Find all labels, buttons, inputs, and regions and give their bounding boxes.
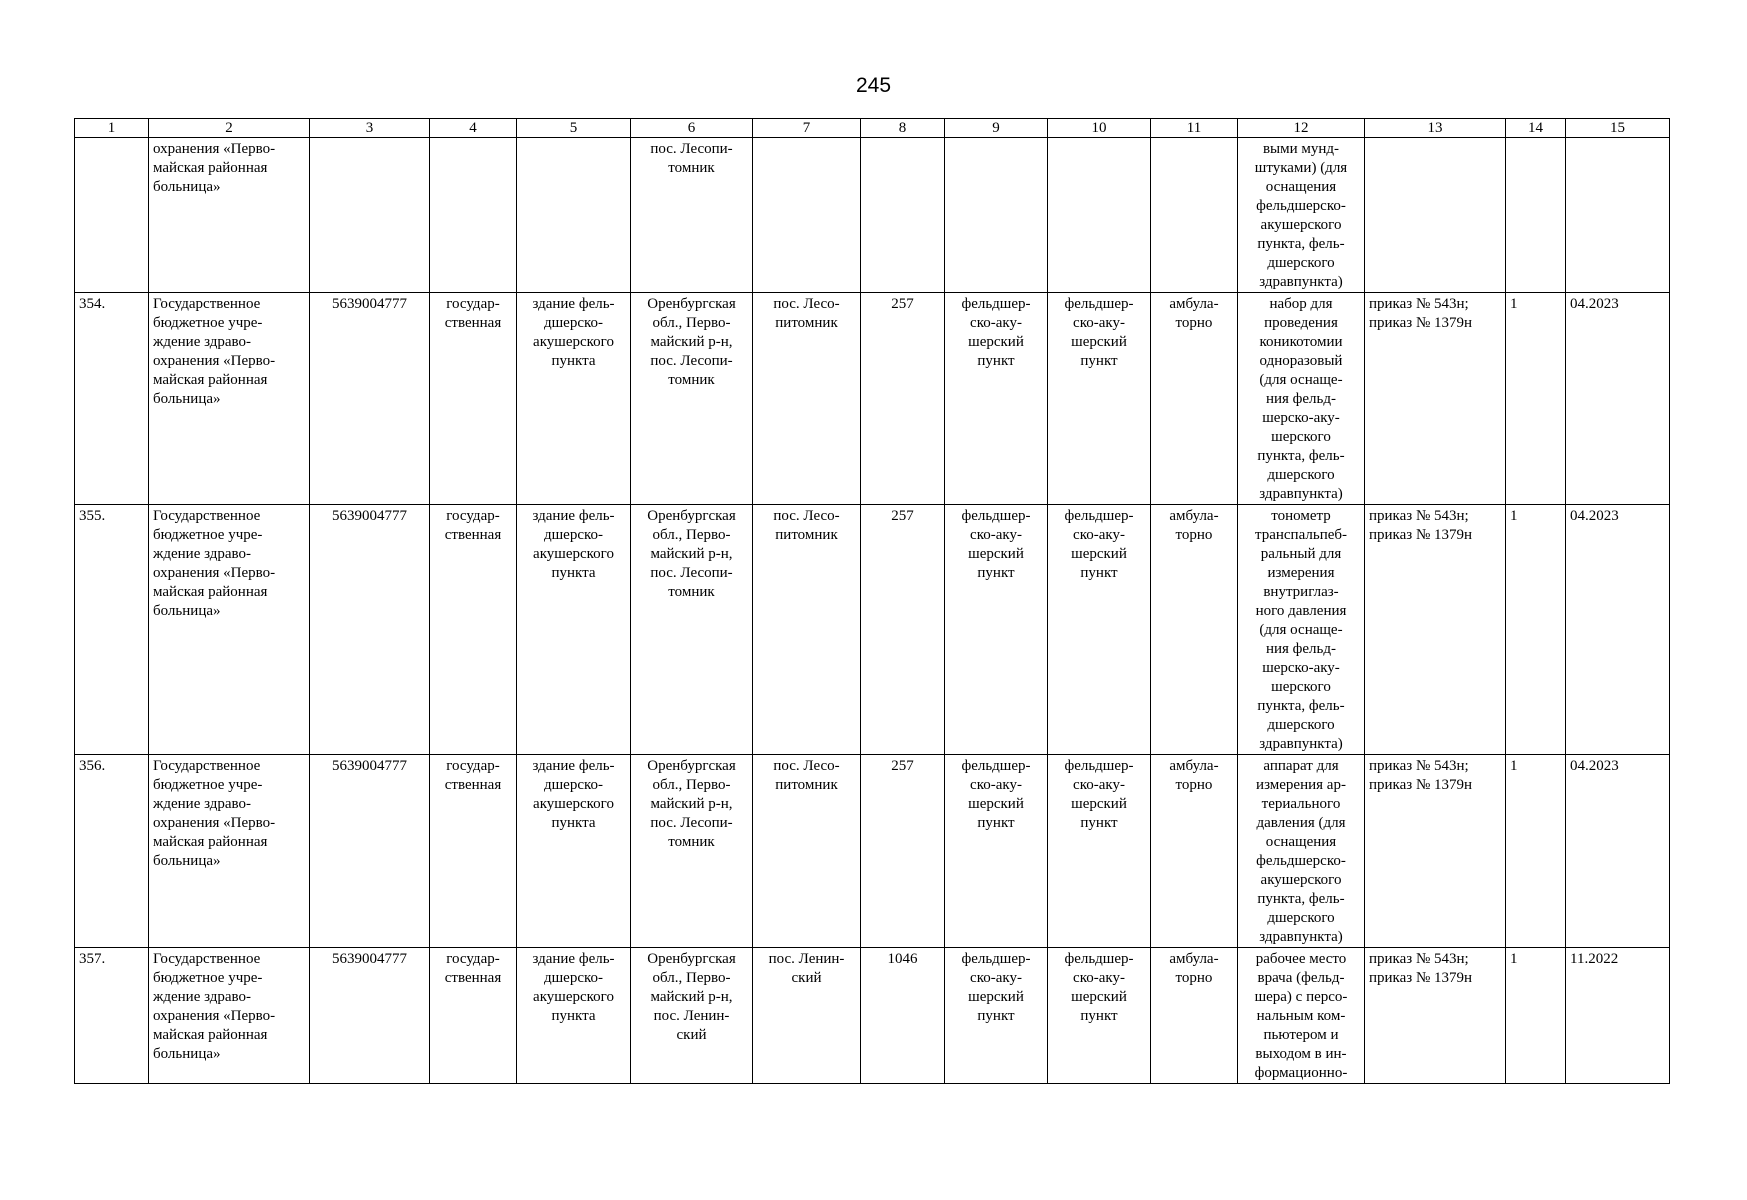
cell-number: 355. — [75, 505, 149, 755]
cell-inn: 5639004777 — [310, 505, 430, 755]
cell-care-condition: амбула- торно — [1151, 948, 1238, 1084]
column-header: 15 — [1566, 119, 1670, 138]
table-header — [75, 119, 1670, 138]
cell-building: здание фель- дшерско- акушерского пункта — [517, 948, 631, 1084]
cell-equipment: рабочее место врача (фельд- шера) с персо- нальным ком- пьютером и выходом в ин- формационно- — [1238, 948, 1365, 1084]
cell-inn — [310, 138, 430, 293]
column-header: 12 — [1238, 119, 1365, 138]
cell-order: приказ № 543н; приказ № 1379н — [1365, 755, 1506, 948]
table-body — [75, 138, 1670, 1084]
cell-building — [517, 138, 631, 293]
cell-quantity: 1 — [1506, 755, 1566, 948]
cell-ownership: государ- ственная — [430, 755, 517, 948]
cell-order — [1365, 138, 1506, 293]
cell-inn: 5639004777 — [310, 755, 430, 948]
cell-equipment: тонометр транспальпеб- ральный для измерения внутриглаз- ного давления (для оснаще- ния фельд- шерско-аку- шерского пункта, фель- дшерского здравпункта) — [1238, 505, 1365, 755]
cell-building: здание фель- дшерско- акушерского пункта — [517, 293, 631, 505]
column-header: 14 — [1506, 119, 1566, 138]
column-header: 6 — [631, 119, 753, 138]
cell-institution: Государственное бюджетное учре- ждение здраво- охранения «Перво- майская районная больница» — [149, 755, 310, 948]
cell-population: 257 — [861, 755, 945, 948]
column-header: 5 — [517, 119, 631, 138]
cell-unit-type: фельдшер- ско-аку- шерский пункт — [945, 948, 1048, 1084]
cell-unit-profile: фельдшер- ско-аку- шерский пункт — [1048, 755, 1151, 948]
column-header: 13 — [1365, 119, 1506, 138]
column-header: 1 — [75, 119, 149, 138]
cell-ownership: государ- ственная — [430, 293, 517, 505]
cell-population: 1046 — [861, 948, 945, 1084]
cell-care-condition: амбула- торно — [1151, 755, 1238, 948]
cell-locality: пос. Ленин- ский — [753, 948, 861, 1084]
cell-order: приказ № 543н; приказ № 1379н — [1365, 948, 1506, 1084]
cell-number: 354. — [75, 293, 149, 505]
cell-order: приказ № 543н; приказ № 1379н — [1365, 293, 1506, 505]
column-header: 8 — [861, 119, 945, 138]
cell-address: Оренбургская обл., Перво- майский р-н, пос. Лесопи- томник — [631, 293, 753, 505]
cell-ownership: государ- ственная — [430, 948, 517, 1084]
cell-institution: Государственное бюджетное учре- ждение здраво- охранения «Перво- майская районная больница» — [149, 505, 310, 755]
cell-unit-profile — [1048, 138, 1151, 293]
cell-address: Оренбургская обл., Перво- майский р-н, пос. Лесопи- томник — [631, 505, 753, 755]
cell-inn: 5639004777 — [310, 948, 430, 1084]
header-row — [75, 119, 1670, 138]
cell-care-condition: амбула- торно — [1151, 505, 1238, 755]
column-header: 7 — [753, 119, 861, 138]
cell-date: 04.2023 — [1566, 505, 1670, 755]
cell-quantity: 1 — [1506, 293, 1566, 505]
registry-table — [74, 118, 1670, 1084]
cell-inn: 5639004777 — [310, 293, 430, 505]
cell-care-condition: амбула- торно — [1151, 293, 1238, 505]
cell-address: пос. Лесопи- томник — [631, 138, 753, 293]
cell-ownership — [430, 138, 517, 293]
table-row — [75, 948, 1670, 1084]
cell-unit-type: фельдшер- ско-аку- шерский пункт — [945, 755, 1048, 948]
cell-date: 11.2022 — [1566, 948, 1670, 1084]
table-row — [75, 755, 1670, 948]
cell-number: 357. — [75, 948, 149, 1084]
column-header: 3 — [310, 119, 430, 138]
cell-quantity: 1 — [1506, 505, 1566, 755]
cell-number: 356. — [75, 755, 149, 948]
column-header: 9 — [945, 119, 1048, 138]
cell-locality: пос. Лесо- питомник — [753, 293, 861, 505]
column-header: 4 — [430, 119, 517, 138]
column-header: 10 — [1048, 119, 1151, 138]
cell-unit-type: фельдшер- ско-аку- шерский пункт — [945, 293, 1048, 505]
cell-equipment: аппарат для измерения ар- териального давления (для оснащения фельдшерско- акушерского пункта, фель- дшерского здравпункта) — [1238, 755, 1365, 948]
cell-equipment: набор для проведения коникотомии одноразовый (для оснаще- ния фельд- шерско-аку- шерского пункта, фель- дшерского здравпункта) — [1238, 293, 1365, 505]
cell-unit-type — [945, 138, 1048, 293]
cell-order: приказ № 543н; приказ № 1379н — [1365, 505, 1506, 755]
cell-population — [861, 138, 945, 293]
cell-quantity: 1 — [1506, 948, 1566, 1084]
cell-date: 04.2023 — [1566, 755, 1670, 948]
cell-ownership: государ- ственная — [430, 505, 517, 755]
cell-locality: пос. Лесо- питомник — [753, 755, 861, 948]
cell-number — [75, 138, 149, 293]
cell-unit-profile: фельдшер- ско-аку- шерский пункт — [1048, 948, 1151, 1084]
cell-unit-type: фельдшер- ско-аку- шерский пункт — [945, 505, 1048, 755]
cell-date: 04.2023 — [1566, 293, 1670, 505]
cell-building: здание фель- дшерско- акушерского пункта — [517, 755, 631, 948]
column-header: 2 — [149, 119, 310, 138]
cell-date — [1566, 138, 1670, 293]
table-row — [75, 138, 1670, 293]
cell-population: 257 — [861, 505, 945, 755]
cell-equipment: выми мунд- штуками) (для оснащения фельдшерско- акушерского пункта, фель- дшерского здравпункта) — [1238, 138, 1365, 293]
cell-institution: Государственное бюджетное учре- ждение здраво- охранения «Перво- майская районная больница» — [149, 293, 310, 505]
cell-unit-profile: фельдшер- ско-аку- шерский пункт — [1048, 293, 1151, 505]
cell-care-condition — [1151, 138, 1238, 293]
page-number: 245 — [855, 74, 892, 97]
cell-locality: пос. Лесо- питомник — [753, 505, 861, 755]
cell-locality — [753, 138, 861, 293]
cell-quantity — [1506, 138, 1566, 293]
cell-population: 257 — [861, 293, 945, 505]
cell-address: Оренбургская обл., Перво- майский р-н, пос. Лесопи- томник — [631, 755, 753, 948]
cell-address: Оренбургская обл., Перво- майский р-н, пос. Ленин- ский — [631, 948, 753, 1084]
table-row — [75, 505, 1670, 755]
cell-institution: Государственное бюджетное учре- ждение здраво- охранения «Перво- майская районная больница» — [149, 948, 310, 1084]
cell-building: здание фель- дшерско- акушерского пункта — [517, 505, 631, 755]
column-header: 11 — [1151, 119, 1238, 138]
table-row — [75, 293, 1670, 505]
cell-unit-profile: фельдшер- ско-аку- шерский пункт — [1048, 505, 1151, 755]
cell-institution: охранения «Перво- майская районная больница» — [149, 138, 310, 293]
